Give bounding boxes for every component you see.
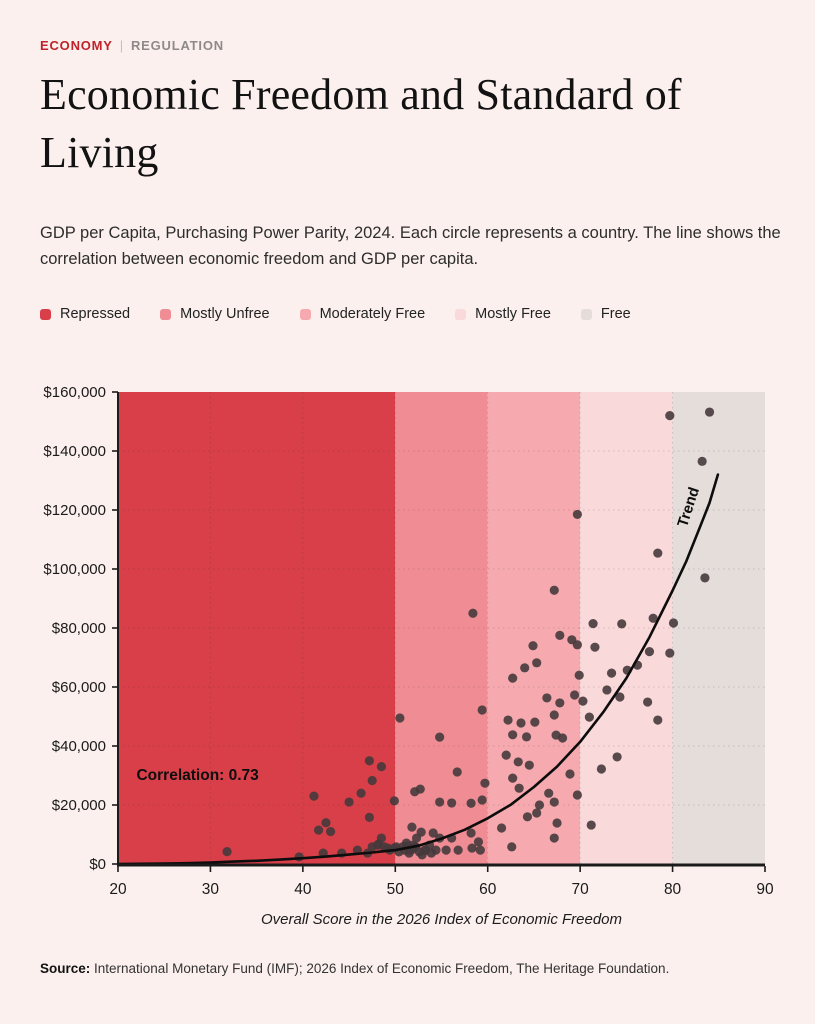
x-tick-label: 40 bbox=[294, 881, 312, 898]
data-point bbox=[416, 784, 425, 793]
data-point bbox=[597, 764, 606, 773]
legend-label: Mostly Unfree bbox=[180, 306, 270, 322]
data-point bbox=[476, 846, 485, 855]
x-axis bbox=[109, 866, 774, 898]
data-point bbox=[503, 715, 512, 724]
data-point bbox=[453, 767, 462, 776]
data-point bbox=[575, 671, 584, 680]
data-point bbox=[525, 761, 534, 770]
data-point bbox=[558, 733, 567, 742]
data-point bbox=[295, 852, 304, 861]
data-point bbox=[550, 797, 559, 806]
data-point bbox=[520, 663, 529, 672]
data-point bbox=[514, 757, 523, 766]
data-point bbox=[573, 640, 582, 649]
y-tick-label: $60,000 bbox=[51, 679, 106, 696]
legend-swatch-free bbox=[581, 309, 592, 320]
data-point bbox=[590, 643, 599, 652]
data-point bbox=[522, 732, 531, 741]
data-point bbox=[578, 697, 587, 706]
data-point bbox=[665, 411, 674, 420]
data-point bbox=[466, 799, 475, 808]
breadcrumb bbox=[40, 38, 224, 53]
data-point bbox=[570, 690, 579, 699]
page-title: Economic Freedom and Standard of Living bbox=[40, 70, 682, 178]
data-point bbox=[466, 828, 475, 837]
data-point bbox=[377, 762, 386, 771]
data-point bbox=[607, 669, 616, 678]
data-point bbox=[344, 797, 353, 806]
legend-label: Free bbox=[600, 306, 631, 322]
data-point bbox=[377, 833, 386, 842]
source-label: Source: bbox=[40, 961, 91, 976]
data-point bbox=[542, 693, 551, 702]
data-point bbox=[365, 756, 374, 765]
data-point bbox=[431, 846, 440, 855]
x-tick-label: 50 bbox=[386, 881, 404, 898]
legend-label: Mostly Free bbox=[475, 306, 551, 322]
data-point bbox=[508, 730, 517, 739]
y-tick-label: $40,000 bbox=[51, 738, 106, 755]
data-point bbox=[550, 833, 559, 842]
data-point bbox=[555, 631, 564, 640]
data-point bbox=[516, 718, 525, 727]
data-point bbox=[407, 823, 416, 832]
data-point bbox=[321, 818, 330, 827]
x-tick-label: 70 bbox=[571, 881, 589, 898]
data-point bbox=[705, 407, 714, 416]
data-point bbox=[417, 828, 426, 837]
data-point bbox=[573, 510, 582, 519]
y-tick-label: $140,000 bbox=[43, 443, 106, 460]
legend-swatch-moderately-free bbox=[300, 309, 311, 320]
data-point bbox=[478, 705, 487, 714]
data-point bbox=[585, 712, 594, 721]
data-point bbox=[309, 792, 318, 801]
data-point bbox=[356, 789, 365, 798]
x-axis-title: Overall Score in the 2026 Index of Economic Freedom bbox=[260, 911, 623, 927]
legend-item-moderately-free bbox=[300, 306, 426, 322]
data-point bbox=[508, 674, 517, 683]
data-point bbox=[573, 790, 582, 799]
data-point bbox=[395, 713, 404, 722]
data-point bbox=[474, 837, 483, 846]
data-point bbox=[645, 647, 654, 656]
chart-subtitle: GDP per Capita, Purchasing Power Parity, 2024. Each circle represents a country. The line shows the correlation between economic freedom and GDP per capita. bbox=[40, 224, 781, 269]
data-point bbox=[617, 619, 626, 628]
data-point bbox=[532, 658, 541, 667]
data-point bbox=[544, 789, 553, 798]
y-tick-label: $80,000 bbox=[51, 620, 106, 637]
data-point bbox=[535, 800, 544, 809]
y-tick-label: $120,000 bbox=[43, 502, 106, 519]
legend-item-mostly-free bbox=[455, 306, 551, 322]
legend-label: Moderately Free bbox=[319, 306, 426, 322]
breadcrumb-subcategory-link[interactable]: REGULATION bbox=[130, 38, 224, 53]
legend-swatch-mostly-free bbox=[455, 309, 466, 320]
data-point bbox=[447, 798, 456, 807]
legend-item-free bbox=[581, 306, 631, 322]
legend-item-repressed bbox=[40, 306, 130, 322]
data-point bbox=[390, 796, 399, 805]
legend-swatch-mostly-unfree bbox=[160, 309, 171, 320]
y-axis bbox=[43, 384, 118, 873]
chart-legend bbox=[40, 306, 631, 322]
data-point bbox=[454, 846, 463, 855]
breadcrumb-category-link[interactable]: ECONOMY bbox=[40, 38, 113, 53]
data-point bbox=[643, 697, 652, 706]
data-point bbox=[478, 795, 487, 804]
x-tick-label: 20 bbox=[109, 881, 127, 898]
data-point bbox=[435, 797, 444, 806]
source-text: International Monetary Fund (IMF); 2026 Index of Economic Freedom, The Heritage Foundation. bbox=[90, 961, 670, 976]
x-tick-label: 30 bbox=[201, 881, 220, 898]
x-tick-label: 80 bbox=[663, 881, 682, 898]
data-point bbox=[669, 618, 678, 627]
correlation-annotation: Correlation: 0.73 bbox=[136, 766, 259, 784]
data-point bbox=[550, 710, 559, 719]
data-point bbox=[222, 847, 231, 856]
data-point bbox=[502, 751, 511, 760]
category-bands bbox=[118, 392, 765, 864]
data-point bbox=[435, 733, 444, 742]
data-point bbox=[698, 457, 707, 466]
data-point bbox=[442, 846, 451, 855]
data-point bbox=[530, 718, 539, 727]
data-point bbox=[523, 812, 532, 821]
data-point bbox=[565, 769, 574, 778]
data-point bbox=[365, 813, 374, 822]
y-tick-label: $100,000 bbox=[43, 561, 106, 578]
y-tick-label: $160,000 bbox=[43, 384, 106, 401]
data-point bbox=[508, 774, 517, 783]
data-point bbox=[653, 548, 662, 557]
breadcrumb-separator: | bbox=[119, 38, 124, 53]
data-point bbox=[588, 619, 597, 628]
data-point bbox=[515, 784, 524, 793]
y-tick-label: $0 bbox=[89, 856, 106, 873]
data-point bbox=[555, 698, 564, 707]
data-point bbox=[497, 823, 506, 832]
data-point bbox=[700, 573, 709, 582]
data-point bbox=[653, 715, 662, 724]
data-point bbox=[368, 776, 377, 785]
data-point bbox=[326, 827, 335, 836]
legend-swatch-repressed bbox=[40, 309, 51, 320]
data-point bbox=[613, 752, 622, 761]
data-point bbox=[665, 648, 674, 657]
data-point bbox=[602, 685, 611, 694]
data-point bbox=[314, 825, 323, 834]
trend-label: Trend bbox=[674, 485, 704, 530]
y-tick-label: $20,000 bbox=[51, 797, 106, 814]
data-point bbox=[552, 818, 561, 827]
data-point bbox=[507, 842, 516, 851]
x-tick-label: 90 bbox=[756, 881, 774, 898]
data-point bbox=[480, 779, 489, 788]
scatter-chart bbox=[0, 352, 815, 927]
data-point bbox=[468, 609, 477, 618]
legend-label: Repressed bbox=[60, 306, 131, 322]
x-tick-label: 60 bbox=[479, 881, 497, 898]
source-note bbox=[40, 961, 669, 976]
data-point bbox=[550, 586, 559, 595]
data-point bbox=[587, 820, 596, 829]
data-point bbox=[532, 808, 541, 817]
legend-item-mostly-unfree bbox=[160, 306, 269, 322]
data-point bbox=[528, 641, 537, 650]
